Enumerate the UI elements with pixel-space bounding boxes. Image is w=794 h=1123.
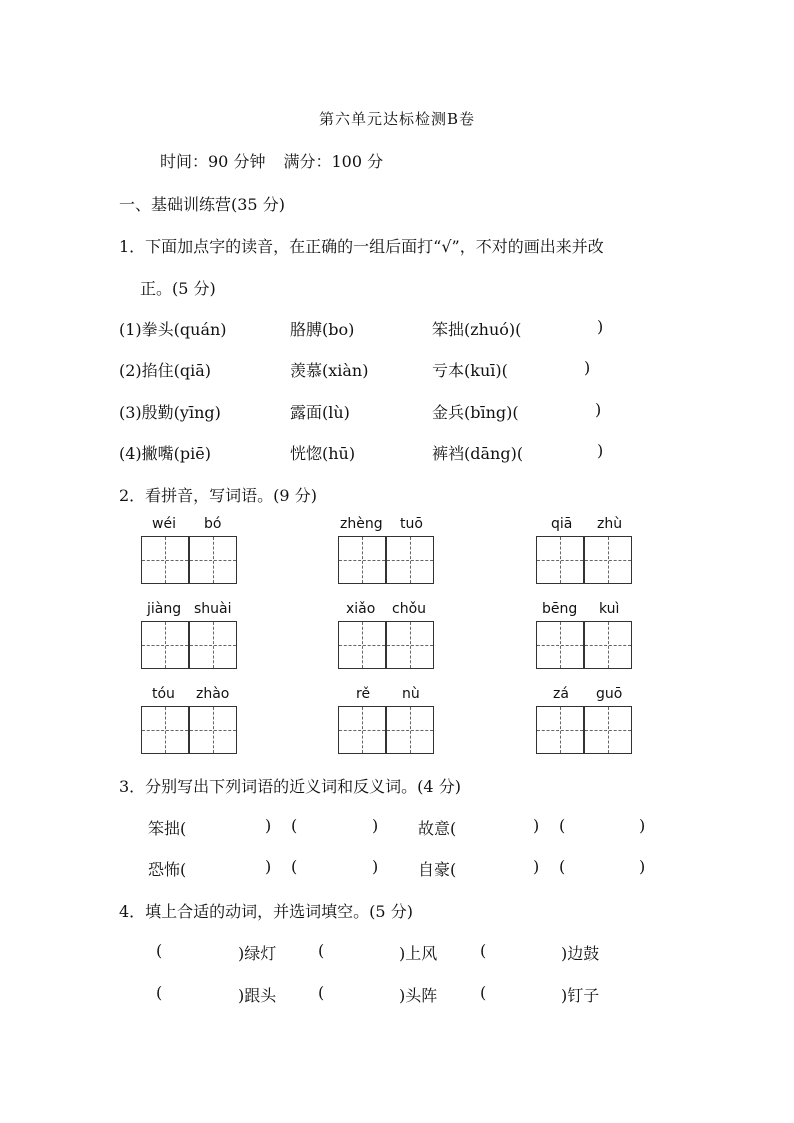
answer-blank-open[interactable]: ( [480, 941, 487, 960]
pinyin-label: xiǎo [346, 601, 376, 617]
writing-grid-box[interactable] [386, 706, 434, 754]
exam-meta [160, 149, 383, 172]
pinyin-label: zhào [196, 686, 230, 702]
q4-item-4: )跟头 [238, 986, 277, 1005]
answer-blank-close[interactable]: ) [372, 857, 379, 876]
full-score: 满分：100 分 [283, 152, 384, 171]
q4-item-2: )上风 [399, 944, 438, 963]
q1-heading-line1: 1．下面加点字的读音，在正确的一组后面打“√”，不对的画出来并改 [119, 237, 604, 256]
pinyin-label: tuō [400, 516, 423, 532]
section-heading: 一、基础训练营(35 分) [119, 195, 285, 214]
writing-grid-box[interactable] [536, 706, 584, 754]
pinyin-label: chǒu [392, 601, 427, 617]
writing-grid-box[interactable] [338, 706, 386, 754]
answer-blank-close[interactable]: ) [584, 358, 591, 377]
q3-word-3: 恐怖( [148, 860, 187, 879]
writing-grid-box[interactable] [386, 536, 434, 584]
answer-blank-close[interactable]: ) [639, 816, 646, 835]
answer-blank-close[interactable]: ) [533, 857, 540, 876]
pinyin-label: shuài [194, 601, 232, 617]
answer-blank-open[interactable]: ( [156, 983, 163, 1002]
pinyin-label: qiā [551, 516, 573, 532]
writing-grid-box[interactable] [386, 621, 434, 669]
answer-blank-open[interactable]: ( [559, 816, 566, 835]
q3-word-2: 故意( [418, 819, 457, 838]
writing-grid-box[interactable] [536, 621, 584, 669]
answer-blank-open[interactable]: ( [291, 857, 298, 876]
q1-row-1-c: 笨拙(zhuó)( [432, 320, 522, 339]
answer-blank-close[interactable]: ) [597, 317, 604, 336]
writing-grid-box[interactable] [536, 536, 584, 584]
q3-word-4: 自豪( [418, 860, 457, 879]
writing-grid-box[interactable] [189, 706, 237, 754]
writing-grid-box[interactable] [338, 536, 386, 584]
q1-row-2-b: 羡慕(xiàn) [290, 361, 369, 380]
q3-word-1: 笨拙( [148, 819, 187, 838]
pinyin-label: guō [596, 686, 623, 702]
time-limit: 时间：90 分钟 [160, 152, 266, 171]
answer-blank-open[interactable]: ( [559, 857, 566, 876]
q1-row-4-b: 恍惚(hū) [290, 444, 356, 463]
writing-grid-box[interactable] [141, 536, 189, 584]
writing-grid-box[interactable] [141, 706, 189, 754]
writing-grid-box[interactable] [584, 706, 632, 754]
q4-heading: 4．填上合适的动词，并选词填空。(5 分) [119, 902, 413, 921]
writing-grid-box[interactable] [338, 621, 386, 669]
q2-heading: 2．看拼音，写词语。(9 分) [119, 486, 317, 505]
answer-blank-close[interactable]: ) [597, 441, 604, 460]
q1-row-4-a: (4)撇嘴(piē) [119, 444, 211, 463]
writing-grid-box[interactable] [584, 536, 632, 584]
answer-blank-close[interactable]: ) [595, 400, 602, 419]
pinyin-label: nù [402, 686, 420, 702]
pinyin-label: rě [356, 686, 371, 702]
q1-row-3-c: 金兵(bīng)( [432, 403, 519, 422]
q1-row-1-b: 胳膊(bo) [290, 320, 355, 339]
q1-heading-line2: 正。(5 分) [140, 279, 216, 298]
page-title: 第六单元达标检测B卷 [318, 110, 476, 128]
answer-blank-close[interactable]: ) [265, 816, 272, 835]
pinyin-label: jiàng [147, 601, 182, 617]
pinyin-label: wéi [152, 516, 176, 532]
pinyin-label: zhù [597, 516, 623, 532]
pinyin-label: zhèng [340, 516, 383, 532]
answer-blank-open[interactable]: ( [318, 941, 325, 960]
pinyin-label: bó [204, 516, 222, 532]
writing-grid-box[interactable] [584, 621, 632, 669]
q3-heading: 3．分别写出下列词语的近义词和反义词。(4 分) [119, 777, 461, 796]
answer-blank-close[interactable]: ) [639, 857, 646, 876]
q4-item-6: )钉子 [561, 986, 600, 1005]
pinyin-label: bēng [542, 601, 578, 617]
answer-blank-open[interactable]: ( [480, 983, 487, 1002]
writing-grid-box[interactable] [141, 621, 189, 669]
q1-row-1-a: (1)拳头(quán) [119, 320, 227, 339]
q1-row-2-c: 亏本(kuī)( [432, 361, 508, 380]
q1-row-3-a: (3)殷勤(yīng) [119, 403, 221, 422]
answer-blank-open[interactable]: ( [318, 983, 325, 1002]
q4-item-1: )绿灯 [238, 944, 277, 963]
q1-row-2-a: (2)掐住(qiā) [119, 361, 212, 380]
answer-blank-open[interactable]: ( [291, 816, 298, 835]
q1-row-4-c: 裤裆(dāng)( [432, 444, 524, 463]
q4-item-3: )边鼓 [561, 944, 600, 963]
writing-grid-box[interactable] [189, 621, 237, 669]
pinyin-label: kuì [599, 601, 620, 617]
answer-blank-close[interactable]: ) [533, 816, 540, 835]
answer-blank-close[interactable]: ) [265, 857, 272, 876]
answer-blank-close[interactable]: ) [372, 816, 379, 835]
answer-blank-open[interactable]: ( [156, 941, 163, 960]
q1-row-3-b: 露面(lù) [290, 403, 350, 422]
q4-item-5: )头阵 [399, 986, 438, 1005]
pinyin-label: tóu [152, 686, 175, 702]
writing-grid-box[interactable] [189, 536, 237, 584]
pinyin-label: zá [553, 686, 569, 702]
